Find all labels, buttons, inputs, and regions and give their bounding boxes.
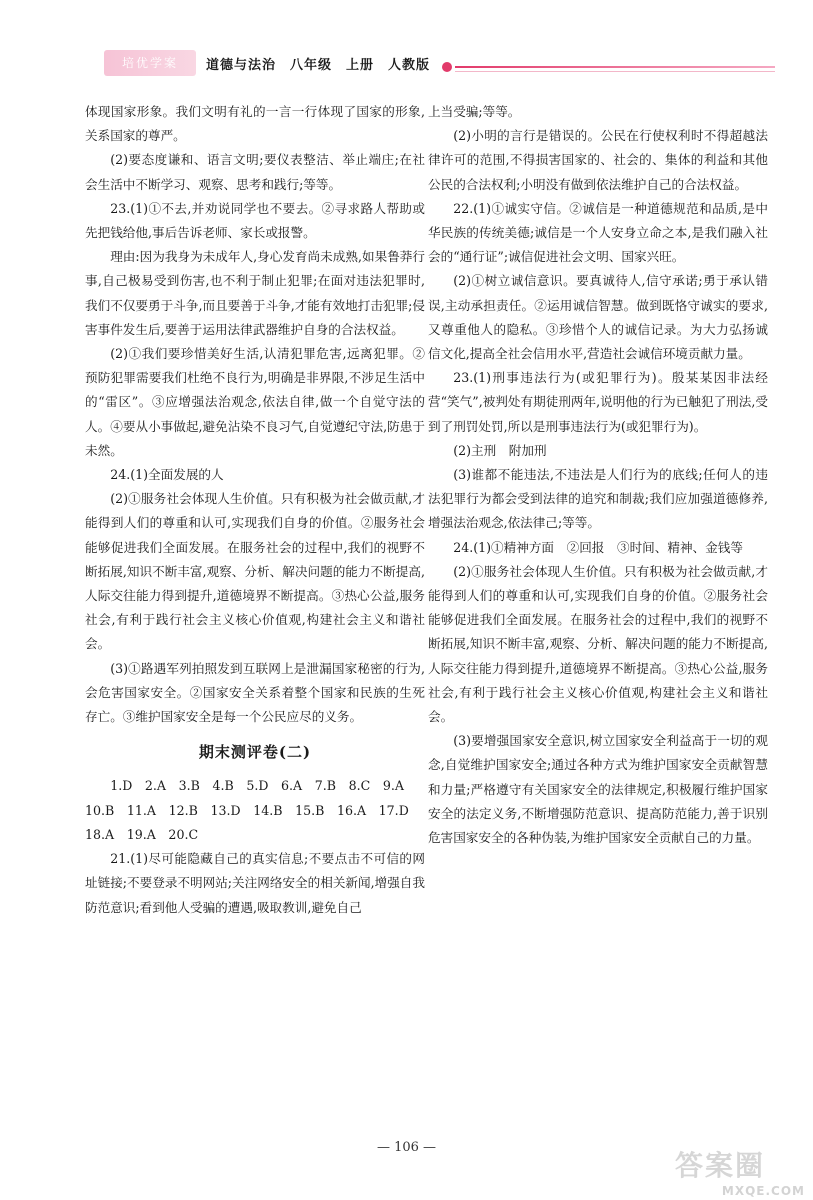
answer-paragraph: 23.(1)①不去,并劝说同学也不要去。②寻求路人帮助或先把钱给他,事后告诉老师、家长或报警。 <box>85 200 425 241</box>
answer-paragraph: (3)谁都不能违法,不违法是人们行为的底线;任何人的违法犯罪行为都会受到法律的追究和制裁;我们应加强道德修养,增强法治观念,依法律己;等等。 <box>428 467 768 531</box>
answer-paragraph: 18.A 19.A 20.C <box>85 826 199 842</box>
page-number: — 106 — <box>376 1140 437 1155</box>
watermark-top: 答案圈 <box>675 1149 766 1182</box>
answer-paragraph: 上当受骗;等等。 <box>428 104 521 119</box>
answer-paragraph: 23.(1)刑事违法行为(或犯罪行为)。殷某某因非法经营“笑气”,被判处有期徒刑两年,说明他的行为已触犯了刑法,受到了刑罚处罚,所以是刑事违法行为(或犯罪行为)。 <box>428 370 768 434</box>
watermark-logo <box>675 1144 805 1198</box>
brand-tab: 培优学案 <box>104 50 196 76</box>
answer-paragraph: 24.(1)①精神方面 ②回报 ③时间、精神、金钱等 <box>453 539 743 555</box>
answer-paragraph: 22.(1)①诚实守信。②诚信是一种道德规范和品质,是中华民族的传统美德;诚信是一个人安身立命之本,是我们融入社会的“通行证”;诚信促进社会文明、国家兴旺。 <box>428 200 768 265</box>
answer-paragraph: 24.(1)全面发展的人 <box>110 467 224 483</box>
answer-paragraph: (2)①树立诚信意识。要真诚待人,信守承诺;勇于承认错误,主动承担责任。②运用诚信智慧。做到既恪守诚实的要求,又尊重他人的隐私。③珍惜个人的诚信记录。为大力弘扬诚信文化,提高全社会信用水平,营造社会诚信环境贡献力量。 <box>428 273 768 362</box>
answer-paragraph: 理由:因为我身为未成年人,身心发育尚未成熟,如果鲁莽行事,自己极易受到伤害,也不利于制止犯罪;在面对违法犯罪时,我们不仅要勇于斗争,而且要善于斗争,才能有效地打击犯罪;侵害事件发生后,要善于运用法律武器维护自身的合法权益。 <box>85 249 425 337</box>
answer-paragraph: (2)主刑 附加刑 <box>453 442 547 458</box>
answer-paragraph: (2)①服务社会体现人生价值。只有积极为社会做贡献,才能得到人们的尊重和认可,实现我们自身的价值。②服务社会能够促进我们全面发展。在服务社会的过程中,我们的视野不断拓展,知识不断丰富,观察、分析、解决问题的能力不断提高,人际交往能力得到提升,道德境界不断提高。③热心公益,服务社会,有利于践行社会主义核心价值观,构建社会主义和谐社会。 <box>85 491 425 652</box>
page-header <box>0 0 813 100</box>
answer-paragraph: 10.B 11.A 12.B 13.D 14.B 15.B 16.A 17.D <box>85 802 409 818</box>
header-rule-thin <box>455 71 775 72</box>
answer-paragraph: 1.D 2.A 3.B 4.B 5.D 6.A 7.B 8.C 9.A <box>110 778 404 794</box>
answer-paragraph: (2)①服务社会体现人生价值。只有积极为社会做贡献,才能得到人们的尊重和认可,实现我们自身的价值。②服务社会能够促进我们全面发展。在服务社会的过程中,我们的视野不断拓展,知识不断丰富,观察、分析、解决问题的能力不断提高,人际交往能力得到提升,道德境界不断提高。③热心公益,服务社会,有利于践行社会主义核心价值观,构建社会主义和谐社会。 <box>428 563 768 725</box>
answer-paragraph: 体现国家形象。我们文明有礼的一言一行体现了国家的形象,关系国家的尊严。 <box>85 104 425 144</box>
left-column <box>85 100 425 920</box>
answer-paragraph: (2)要态度谦和、语言文明;要仪表整洁、举止端庄;在社会生活中不断学习、观察、思考和践行;等等。 <box>85 152 425 192</box>
answer-paragraph: (2)小明的言行是错误的。公民在行使权利时不得超越法律许可的范围,不得损害国家的、社会的、集体的利益和其他公民的合法权利;小明没有做到依法维护自己的合法权益。 <box>428 128 768 192</box>
answer-paragraph: (3)要增强国家安全意识,树立国家安全利益高于一切的观念,自觉维护国家安全;通过各种方式为维护国家安全贡献智慧和力量;严格遵守有关国家安全的法律规定,积极履行维护国家安全的法定义务,不断增强防范意识、提高防范能力,善于识别危害国家安全的各种伪装,为维护国家安全贡献自己的力量。 <box>428 733 768 846</box>
section-title: 期末测评卷(二) <box>198 743 312 762</box>
right-column <box>428 100 768 850</box>
header-rule <box>455 66 775 68</box>
answer-paragraph: 21.(1)尽可能隐藏自己的真实信息;不要点击不可信的网址链接;不要登录不明网站;关注网络安全的相关新闻,增强自我防范意识;看到他人受骗的遭遇,吸取教训,避免自己 <box>85 851 425 915</box>
watermark-bottom: MXQE.COM <box>721 1184 805 1198</box>
answer-paragraph: (2)①我们要珍惜美好生活,认清犯罪危害,远离犯罪。②预防犯罪需要我们杜绝不良行为,明确是非界限,不涉足生活中的“雷区”。③应增强法治观念,依法自律,做一个自觉守法的人。④要从小事做起,避免沾染不良习气,自觉遵纪守法,防患于未然。 <box>85 346 425 458</box>
header-title: 道德与法治 八年级 上册 人教版 <box>206 58 431 73</box>
header-dot-icon <box>442 62 452 72</box>
answer-paragraph: (3)①路遇军列拍照发到互联网上是泄漏国家秘密的行为,会危害国家安全。②国家安全关系着整个国家和民族的生死存亡。③维护国家安全是每一个公民应尽的义务。 <box>85 660 425 725</box>
